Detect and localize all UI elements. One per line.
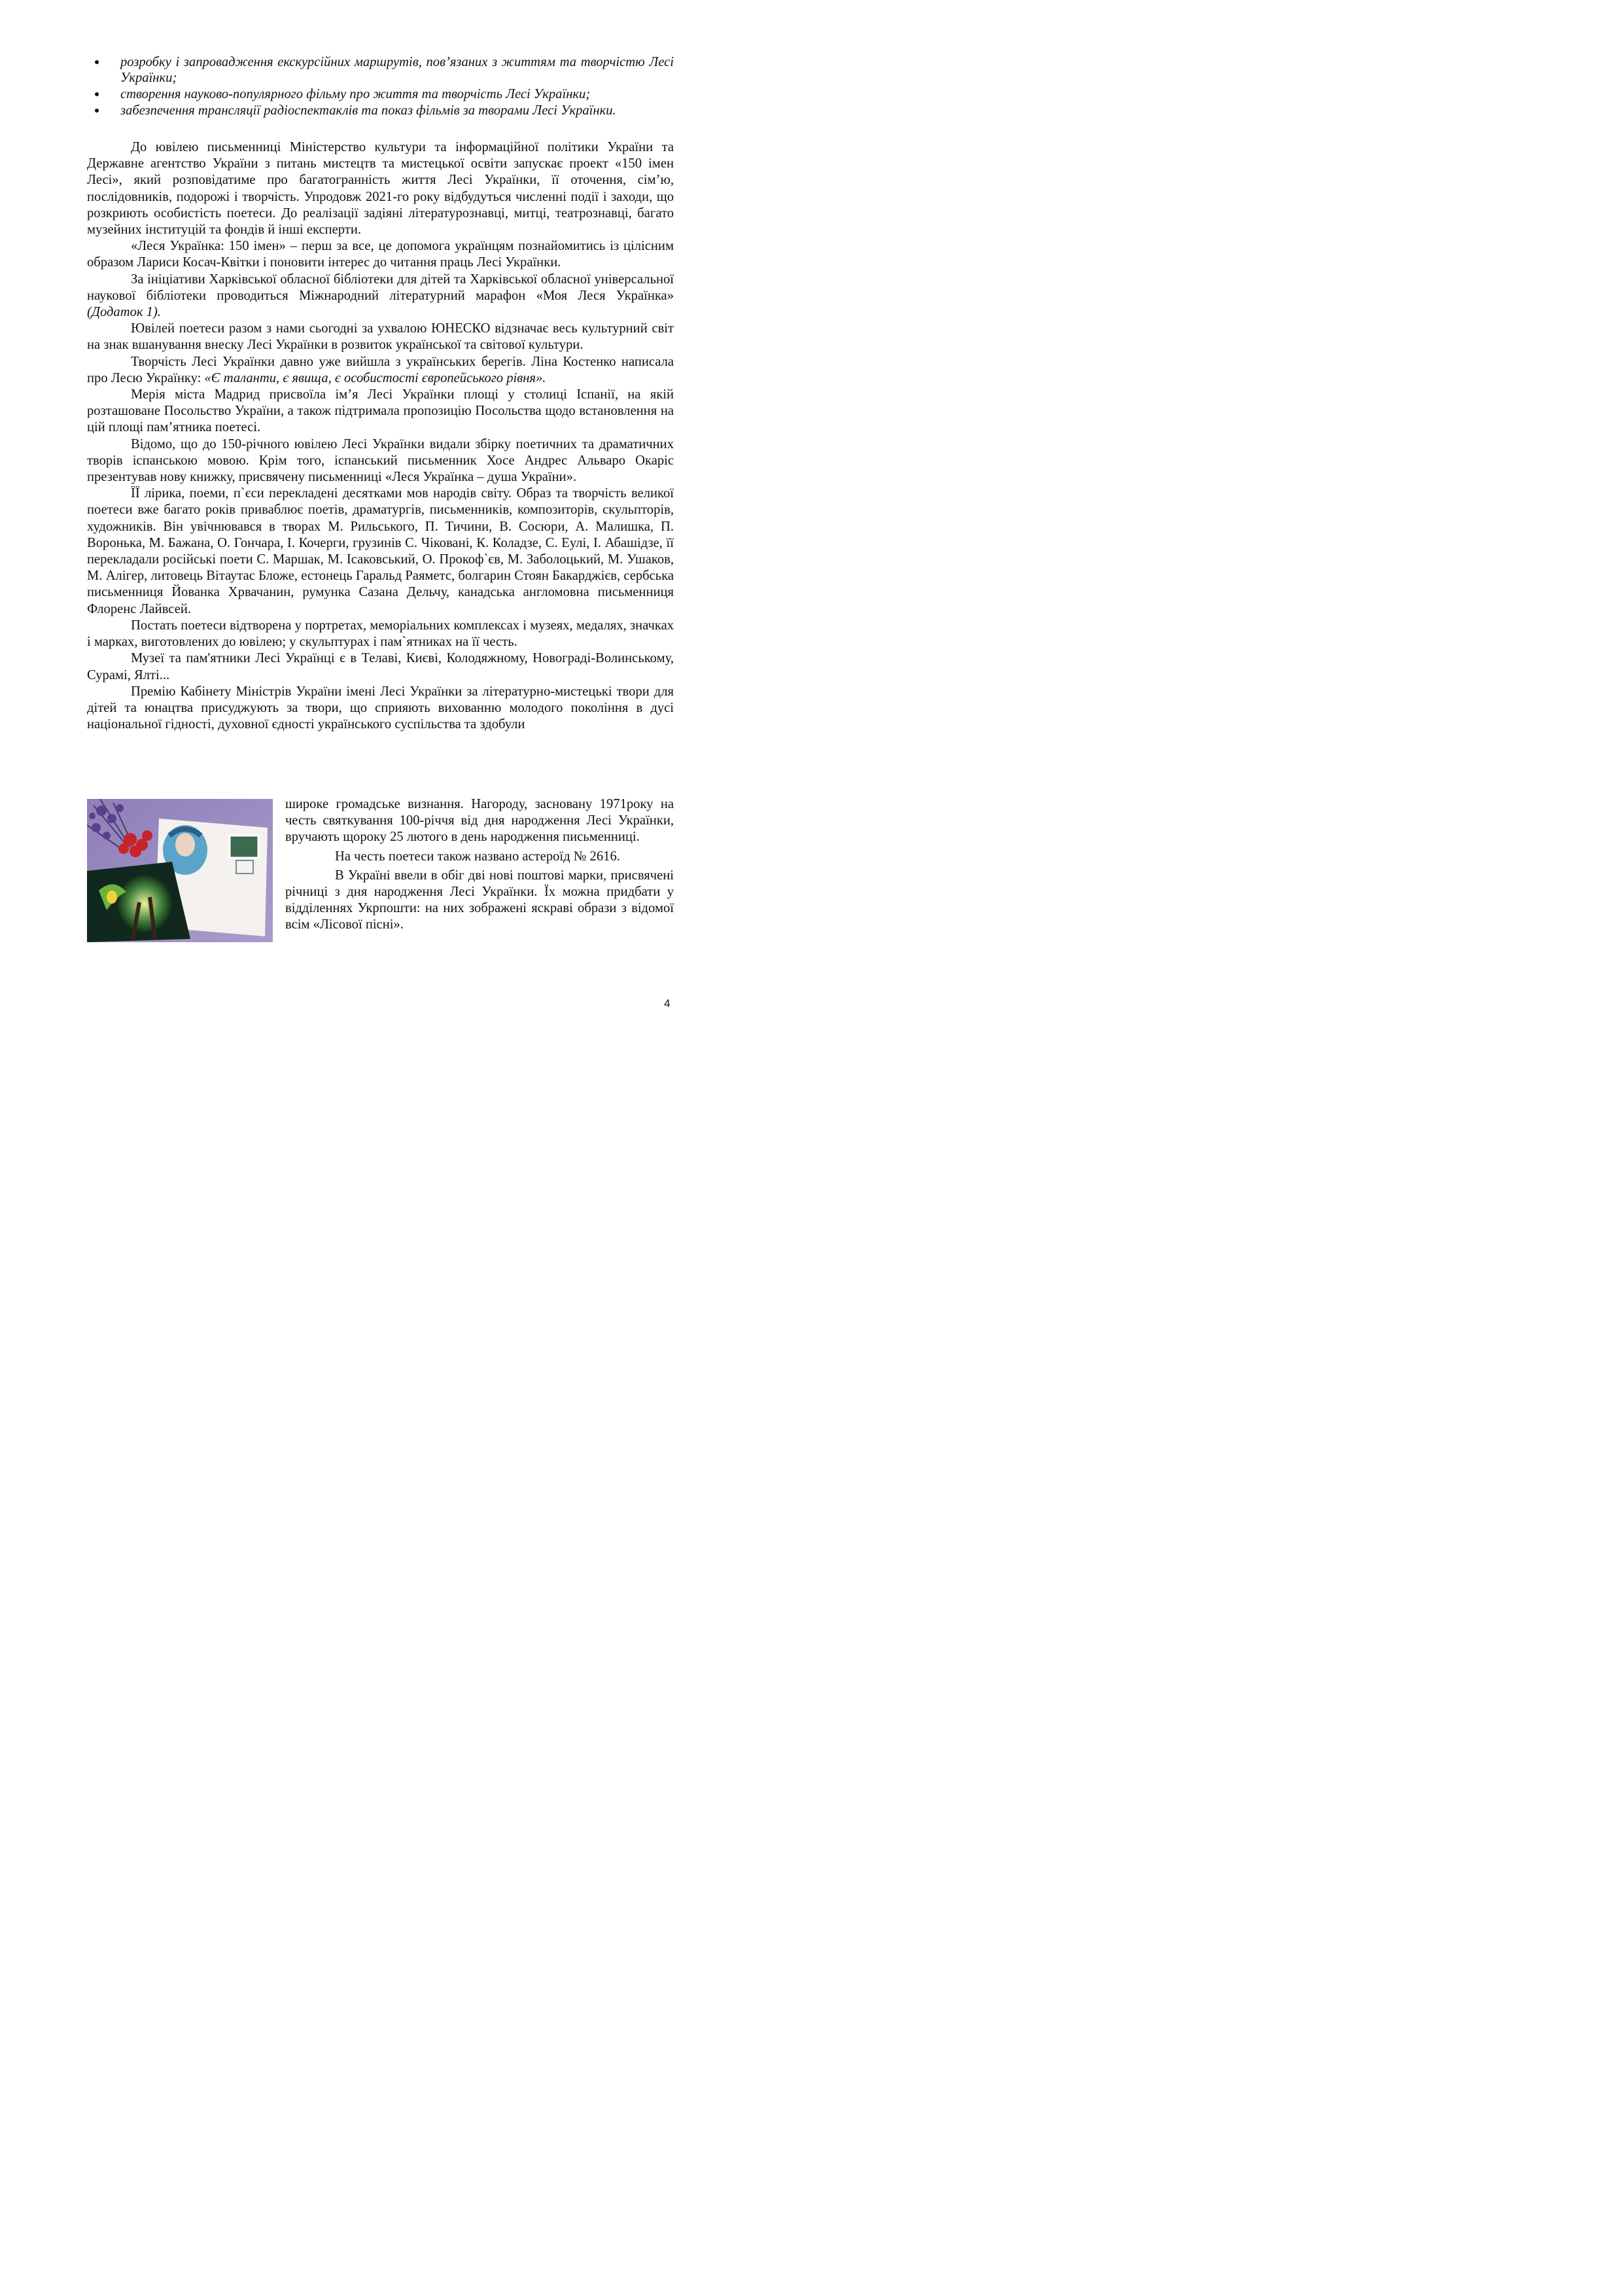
paragraph: ЇЇ лірика, поеми, п`єси перекладені десятками мов народів світу. Образ та творчість великої поетеси вже багато років приваблює поетів, драматургів, письменників, композиторів, скульпторів, художників. Він увічнювався в творах М. Рильського, П. Тичини, В. Сосюри, А. Малишка, П. Воронька, М. Бажана, О. Гончара, І. Кочерги, грузинів С. Чіковані, К. Коладзе, С. Еулі, І. Абашідзе, її перекладали російські поети С. Маршак, М. Ісаковський, О. Прокоф`єв, М. Заболоцький, М. Ушаков, М. Алігер, литовець Вітаутас Бложе, естонець Гаральд Раяметс, болгарин Стоян Бакарджієв, сербська письменниця Йованка Хрвачанин, румунка Сазана Дельчу, канадська англомовна письменниця Флоренс Лайвсей.	[87, 486, 674, 616]
paragraph: Відомо, що до 150-річного ювілею Лесі Українки видали збірку поетичних та драматичних творів іспанською мовою. Крім того, іспанський письменник Хосе Андрес Альваро Окаріс презентував нову книжку, присвячену письменниці «Леся Українка – душа України».	[87, 436, 674, 485]
bullet-list	[93, 54, 674, 119]
image-wrap-section	[87, 796, 674, 942]
bullet-dot-icon	[95, 60, 99, 64]
paragraph: Музеї та пам'ятники Лесі Українці є в Телаві, Києві, Колодяжному, Новограді-Волинському, Сурамі, Ялті...	[87, 651, 674, 682]
bullet-dot-icon	[95, 109, 99, 113]
paragraph: За ініціативи Харківської обласної бібліотеки для дітей та Харківської обласної універсальної наукової бібліотеки проводиться Міжнародний літературний марафон «Моя Леся Українка» (Додаток 1).	[87, 272, 674, 320]
paragraph: широке громадське визнання. Нагороду, засновану 1971року на честь святкування 100-річчя від дня народження Лесі Українки, вручають щороку 25 лютого в день народження письменниці.	[285, 797, 674, 845]
paragraph: «Леся Українка: 150 імен» – перш за все, це допомога українцям познайомитись із цілісним образом Лариси Косач-Квітки і поновити інтерес до читання праць Лесі Українки.	[87, 239, 674, 270]
quote: «Є таланти, є явища, є особистості європейського рівня».	[204, 370, 546, 385]
postcard-stamp-photo	[87, 799, 273, 942]
paragraph: Постать поетеси відтворена у портретах, меморіальних комплексах і музеях, медалях, значках і марках, виготовлених до ювілею; у скульптурах і пам`ятниках на її честь.	[87, 618, 674, 650]
page-number: 4	[664, 997, 671, 1010]
paragraph: Мерія міста Мадрид присвоїла ім’я Лесі Українки площі у столиці Іспанії, на якій розташоване Посольство України, а також підтримала пропозицію Посольства щодо встановлення на цій площі пам’ятника поетесі.	[87, 387, 674, 435]
bullet-item: розробку і запровадження екскурсійних маршрутів, пов’язаних з життям та творчістю Лесі Українки;	[93, 54, 674, 86]
bullet-item: забезпечення трансляції радіоспектаклів та показ фільмів за творами Лесі Українки.	[93, 103, 674, 118]
document-page	[0, 0, 722, 1021]
paragraph: Премію Кабінету Міністрів України імені Лесі Українки за літературно-мистецькі твори для дітей та юнацтва присуджують за твори, що сприяють вихованню молодого покоління в дусі національної гідності, духовної єдності українського суспільства та здобули	[87, 684, 674, 732]
paragraph: Ювілей поетеси разом з нами сьогодні за ухвалою ЮНЕСКО відзначає весь культурний світ на знак вшанування внеску Лесі Українки в розвиток української та світової культури.	[87, 321, 674, 353]
body-text	[87, 139, 674, 733]
paragraph: Творчість Лесі Українки давно уже вийшла з українських берегів. Ліна Костенко написала про Лесю Українку: «Є таланти, є явища, є особистості європейського рівня».	[87, 354, 674, 385]
paragraph: На честь поетеси також названо астероїд № 2616.	[335, 849, 620, 864]
appendix-reference: (Додаток 1).	[87, 305, 161, 320]
paragraph: В Україні ввели в обіг дві нові поштові марки, присвячені річниці з дня народження Лесі Українки. Їх можна придбати у відділеннях Укрпошти: на них зображені яскраві образи з відомої всім «Лісової пісні».	[285, 868, 674, 932]
bullet-dot-icon	[95, 92, 99, 96]
paragraph: До ювілею письменниці Міністерство культури та інформаційної політики України та Державне агентство України з питань мистецтв та мистецької освіти запускає проект «150 імен Лесі», який розповідатиме про багатогранність життя Лесі Українки, її оточення, сім’ю, послідовників, подорожі і творчість. Упродовж 2021-го року відбудуться численні події і заходи, що розкриють особистість поетеси. До реалізації задіяні літературознавці, митці, театрознавці, багато музейних інституцій та фондів й інші експерти.	[87, 140, 674, 238]
bullet-item: створення науково-популярного фільму про життя та творчість Лесі Українки;	[93, 86, 674, 102]
